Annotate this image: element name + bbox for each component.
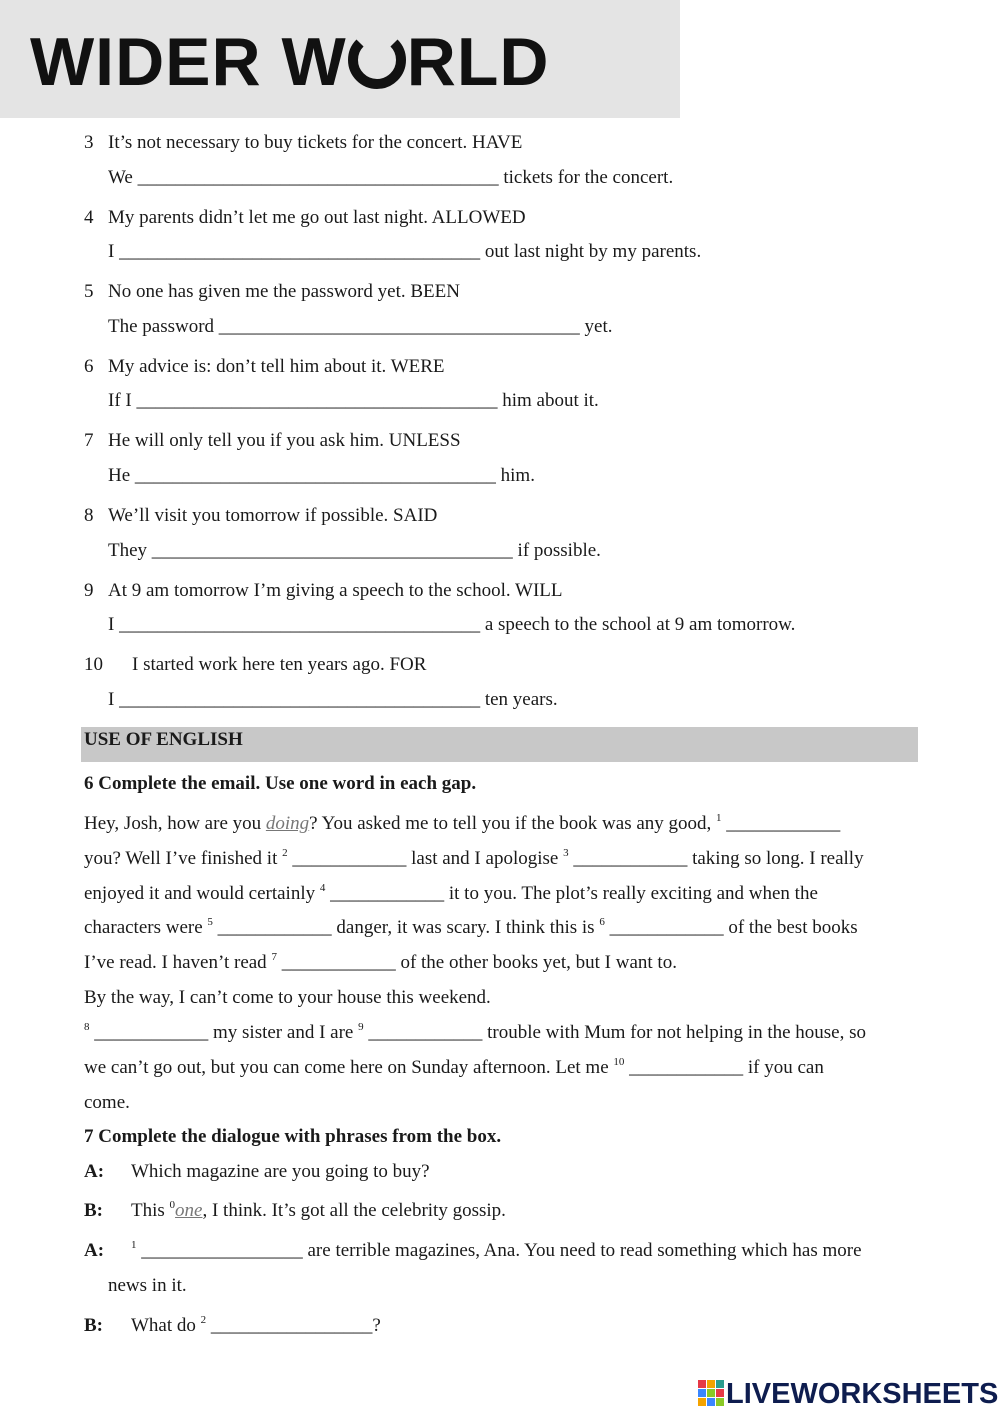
logo-text-part2: RLD [406, 24, 550, 100]
section-title: USE OF ENGLISH [84, 729, 243, 750]
logo-text-part1: WIDER W [30, 24, 347, 100]
email-line-9: come. [84, 1092, 130, 1113]
exercise-6-title: 6 Complete the email. Use one word in each gap. [84, 773, 477, 794]
wider-world-logo [30, 22, 549, 102]
dialogue-line-3-cont: news in it. [108, 1275, 187, 1296]
exercise-7-title: 7 Complete the dialogue with phrases from the box. [84, 1126, 502, 1147]
dialogue-gap-2[interactable]: _________________ [210, 1315, 373, 1336]
item-4-answer-line[interactable]: I ______________________________________ out last night by my parents. [108, 241, 702, 262]
circle-ring-icon [348, 31, 406, 89]
dialogue-line-3: $^1$ _________________ are terrible magazines, Ana. You need to read something which has more [131, 1239, 862, 1261]
email-line-2: you? Well I’ve finished it $^2$ ____________ last and I apologise $^3$ ____________ taking so long. I really [84, 847, 864, 869]
gap-5[interactable]: ____________ [217, 917, 332, 938]
dialogue-line-4: What do $^2$ _________________? [131, 1314, 381, 1336]
email-line-1: Hey, Josh, how are you doing? You asked me to tell you if the book was any good, $^1$ ____________ [84, 812, 841, 834]
item-9-answer-line[interactable]: I ______________________________________ a speech to the school at 9 am tomorrow. [108, 614, 796, 635]
item-5-prompt: 5 No one has given me the password yet. BEEN [84, 281, 460, 302]
item-6-prompt: 6 My advice is: don’t tell him about it. WERE [84, 356, 445, 377]
example-answer: doing [265, 813, 310, 834]
email-line-8: we can’t go out, but you can come here on Sunday afternoon. Let me $^{10}$ ____________ if you can [84, 1056, 824, 1078]
item-10-prompt: 10 I started work here ten years ago. FOR [84, 654, 427, 675]
gap-2[interactable]: ____________ [292, 848, 407, 869]
dialogue-line-2: This $^0$one, I think. It’s got all the celebrity gossip. [131, 1199, 506, 1221]
item-5-answer-line[interactable]: The password ______________________________________ yet. [108, 316, 613, 337]
speaker-b-label: B: [84, 1200, 103, 1221]
email-line-3: enjoyed it and would certainly $^4$ ____________ it to you. The plot’s really exciting and when the [84, 882, 818, 904]
liveworksheets-brand-text: LIVEWORKSHEETS [726, 1378, 999, 1410]
item-4-prompt: 4 My parents didn’t let me go out last night. ALLOWED [84, 207, 526, 228]
liveworksheets-logo-icon [698, 1380, 724, 1413]
item-7-answer-line[interactable]: He ______________________________________ him. [108, 465, 535, 486]
item-8-prompt: 8 We’ll visit you tomorrow if possible. SAID [84, 505, 438, 526]
item-9-prompt: 9 At 9 am tomorrow I’m giving a speech to the school. WILL [84, 580, 563, 601]
gap-1[interactable]: ____________ [726, 813, 841, 834]
item-3-prompt: 3 It’s not necessary to buy tickets for the concert. HAVE [84, 132, 523, 153]
gap-7[interactable]: ____________ [281, 952, 396, 973]
email-line-4: characters were $^5$ ____________ danger, it was scary. I think this is $^6$ ____________ of the best books [84, 916, 858, 938]
gap-4[interactable]: ____________ [330, 883, 445, 904]
speaker-a-label: A: [84, 1161, 105, 1182]
gap-6[interactable]: ____________ [609, 917, 724, 938]
gap-8[interactable]: ____________ [94, 1022, 209, 1043]
email-line-6: By the way, I can’t come to your house this weekend. [84, 987, 491, 1008]
dialogue-example-answer: one [175, 1200, 203, 1221]
item-6-answer-line[interactable]: If I ______________________________________ him about it. [108, 390, 599, 411]
email-line-7: $^8$ ____________ my sister and I are $^9$ ____________ trouble with Mum for not helping in the house, so [84, 1021, 866, 1043]
gap-3[interactable]: ____________ [573, 848, 688, 869]
email-line-5: I’ve read. I haven’t read $^7$ ____________ of the other books yet, but I want to. [84, 951, 677, 973]
item-7-prompt: 7 He will only tell you if you ask him. UNLESS [84, 430, 461, 451]
gap-10[interactable]: ____________ [629, 1057, 744, 1078]
speaker-a-label: A: [84, 1240, 105, 1261]
dialogue-gap-1[interactable]: _________________ [141, 1240, 303, 1261]
item-10-answer-line[interactable]: I ______________________________________ ten years. [108, 689, 558, 710]
liveworksheets-logo[interactable] [698, 1378, 998, 1410]
gap-9[interactable]: ____________ [368, 1022, 483, 1043]
speaker-b-label: B: [84, 1315, 103, 1336]
item-3-answer-line[interactable]: We ______________________________________ tickets for the concert. [108, 167, 674, 188]
dialogue-line-1: Which magazine are you going to buy? [131, 1161, 430, 1182]
item-8-answer-line[interactable]: They ______________________________________ if possible. [108, 540, 601, 561]
